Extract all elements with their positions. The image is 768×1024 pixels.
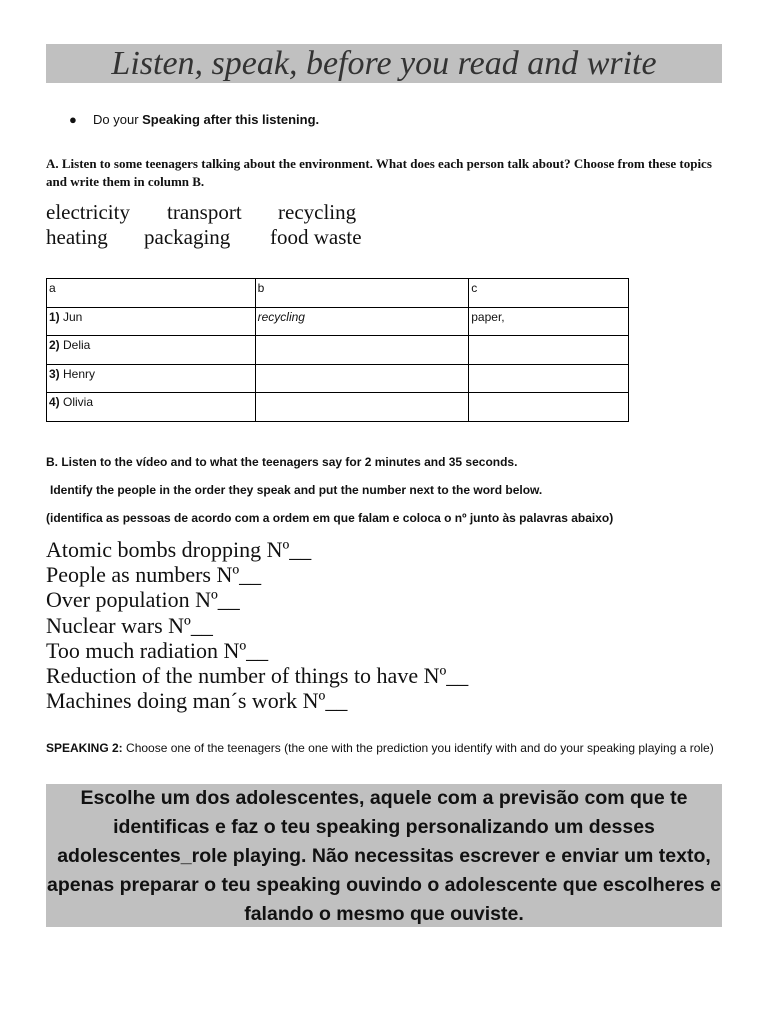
- person-cell: [47, 307, 256, 336]
- detail-cell[interactable]: [469, 393, 629, 422]
- table-header-c: c: [469, 279, 629, 308]
- section-b-translation: (identifica as pessoas de acordo com a ordem em que falam e coloca o nº junto às palavras abaixo): [46, 511, 614, 525]
- portuguese-instruction-box: Escolhe um dos adolescentes, aquele com a previsão com que te identificas e faz o teu speaking personalizando um desses adolescentes_role playing. Não necessitas escrever e enviar um texto, apenas preparar o teu speaking ouvindo o adolescente que escolheres e falando o mesmo que ouviste.: [46, 784, 722, 927]
- detail-cell[interactable]: [469, 336, 629, 365]
- person-name: Jun: [59, 309, 83, 324]
- list-item: Too much radiation Nº__: [46, 637, 269, 663]
- person-cell: [47, 393, 256, 422]
- detail-cell[interactable]: [469, 364, 629, 393]
- table-header-a: a: [47, 279, 256, 308]
- instruction-bold: Speaking after this listening.: [142, 112, 320, 127]
- person-cell: [47, 336, 256, 365]
- topic-answer-cell[interactable]: [255, 364, 469, 393]
- topic-item: packaging: [144, 225, 231, 249]
- section-b-heading: B. Listen to the vídeo and to what the teenagers say for 2 minutes and 35 seconds.: [46, 455, 518, 469]
- topic-item: recycling: [278, 200, 357, 224]
- person-name: Olivia: [59, 395, 94, 409]
- person-name: Delia: [59, 338, 91, 352]
- topic-answer-cell[interactable]: [255, 336, 469, 365]
- detail-cell[interactable]: paper,: [469, 307, 629, 336]
- table-row: [47, 336, 629, 365]
- speaking-instruction: [69, 111, 319, 129]
- instruction-prefix: Do your: [93, 112, 143, 127]
- list-item: Atomic bombs dropping Nº__: [46, 537, 312, 562]
- prediction-list: [46, 537, 468, 713]
- section-b-instruction: Identify the people in the order they speak and put the number next to the word below.: [50, 483, 543, 497]
- row-number: 1): [49, 309, 60, 324]
- speaking-2-label: SPEAKING 2:: [46, 741, 123, 755]
- row-number: 2): [49, 338, 60, 352]
- speaking-2-instructions: [46, 740, 716, 757]
- list-item: Machines doing man´s work Nº__: [46, 688, 348, 714]
- list-item: Reduction of the number of things to have Nº__: [46, 663, 469, 689]
- row-number: 4): [49, 395, 60, 409]
- table-row: [47, 307, 629, 336]
- topic-item: heating: [46, 225, 108, 249]
- person-name: Henry: [59, 366, 96, 381]
- topic-item: food waste: [270, 225, 362, 249]
- topic-answer-cell[interactable]: [255, 393, 469, 422]
- topic-item: transport: [167, 200, 242, 224]
- list-item: Nuclear wars Nº__: [46, 612, 213, 638]
- list-item: Over population Nº__: [46, 587, 240, 613]
- list-item: People as numbers Nº__: [46, 562, 262, 588]
- task-a-instructions: A. Listen to some teenagers talking about the environment. What does each person talk about? Choose from these topics and write them in column B.: [46, 156, 712, 189]
- person-cell: [47, 364, 256, 393]
- answer-table: [46, 278, 629, 422]
- table-header-b: b: [255, 279, 469, 308]
- topic-item: electricity: [46, 200, 130, 224]
- table-header-row: [47, 279, 629, 308]
- topic-answer-cell[interactable]: recycling: [255, 307, 469, 336]
- page-title: Listen, speak, before you read and write: [46, 44, 722, 83]
- bullet-icon: ●: [69, 112, 77, 127]
- table-row: [47, 393, 629, 422]
- row-number: 3): [49, 366, 60, 381]
- speaking-2-text: Choose one of the teenagers (the one with the prediction you identify with and do your speaking playing a role): [122, 741, 714, 755]
- table-row: [47, 364, 629, 393]
